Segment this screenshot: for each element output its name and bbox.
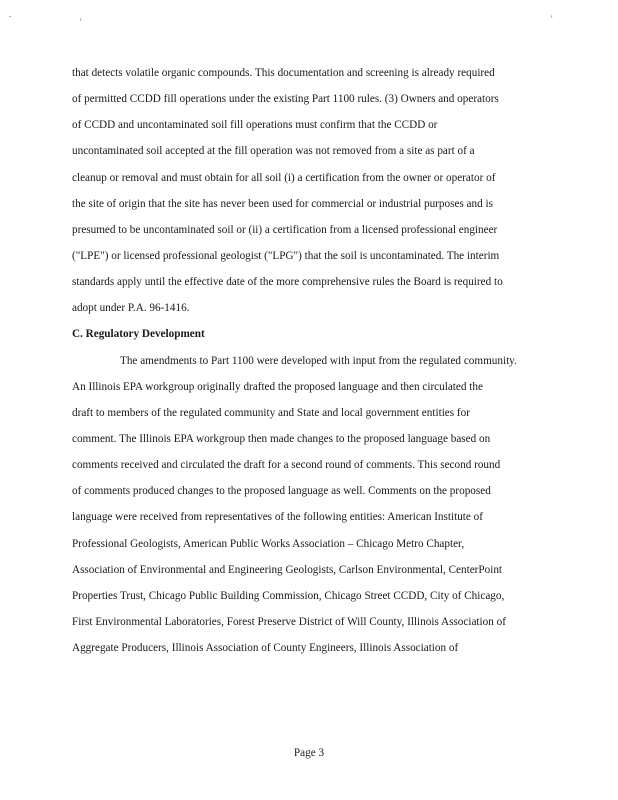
text-line: An Illinois EPA workgroup originally drafted the proposed language and then circulated the — [72, 380, 483, 393]
text-line: Professional Geologists, American Public Works Association – Chicago Metro Chapter, — [72, 537, 465, 550]
text-line: First Environmental Laboratories, Forest Preserve District of Will County, Illinois Association of — [72, 615, 506, 628]
document-body — [72, 60, 547, 661]
text-line: presumed to be uncontaminated soil or (ii) a certification from a licensed professional engineer — [72, 223, 498, 236]
text-line: of CCDD and uncontaminated soil fill operations must confirm that the CCDD or — [72, 119, 438, 132]
text-line: ("LPE") or licensed professional geologist ("LPG") that the soil is uncontaminated. The interim — [72, 249, 500, 262]
text-line: draft to members of the regulated community and State and local government entities for — [72, 406, 470, 419]
scan-speck: . — [9, 9, 12, 19]
text-line: uncontaminated soil accepted at the fill operation was not removed from a site as part of a — [72, 145, 475, 158]
text-line: The amendments to Part 1100 were developed with input from the regulated community. — [120, 354, 517, 367]
section-heading: C. Regulatory Development — [72, 328, 205, 341]
text-line: Properties Trust, Chicago Public Building Commission, Chicago Street CCDD, City of Chicago, — [72, 589, 505, 602]
page-number: Page 3 — [293, 747, 325, 759]
text-line: the site of origin that the site has never been used for commercial or industrial purposes and is — [72, 197, 493, 210]
text-line: that detects volatile organic compounds. This documentation and screening is already required — [72, 67, 495, 79]
text-line: cleanup or removal and must obtain for all soil (i) a certification from the owner or operator of — [72, 171, 496, 184]
text-line: Association of Environmental and Engineering Geologists, Carlson Environmental, CenterPoint — [72, 563, 503, 576]
text-line: language were received from representatives of the following entities: American Institute of — [72, 511, 483, 524]
text-line: of permitted CCDD fill operations under the existing Part 1100 rules. (3) Owners and operators — [72, 93, 499, 106]
text-line: of comments produced changes to the proposed language as well. Comments on the proposed — [72, 485, 491, 498]
text-line: comments received and circulated the draft for a second round of comments. This second round — [72, 459, 501, 472]
scan-speck: ' — [551, 14, 553, 24]
text-line: Aggregate Producers, Illinois Association of County Engineers, Illinois Association of — [72, 642, 459, 655]
text-line: adopt under P.A. 96-1416. — [72, 302, 190, 315]
scan-speck: ' — [80, 17, 82, 27]
text-line: standards apply until the effective date of the more comprehensive rules the Board is required to — [72, 276, 503, 289]
text-line: comment. The Illinois EPA workgroup then made changes to the proposed language based on — [72, 432, 491, 445]
